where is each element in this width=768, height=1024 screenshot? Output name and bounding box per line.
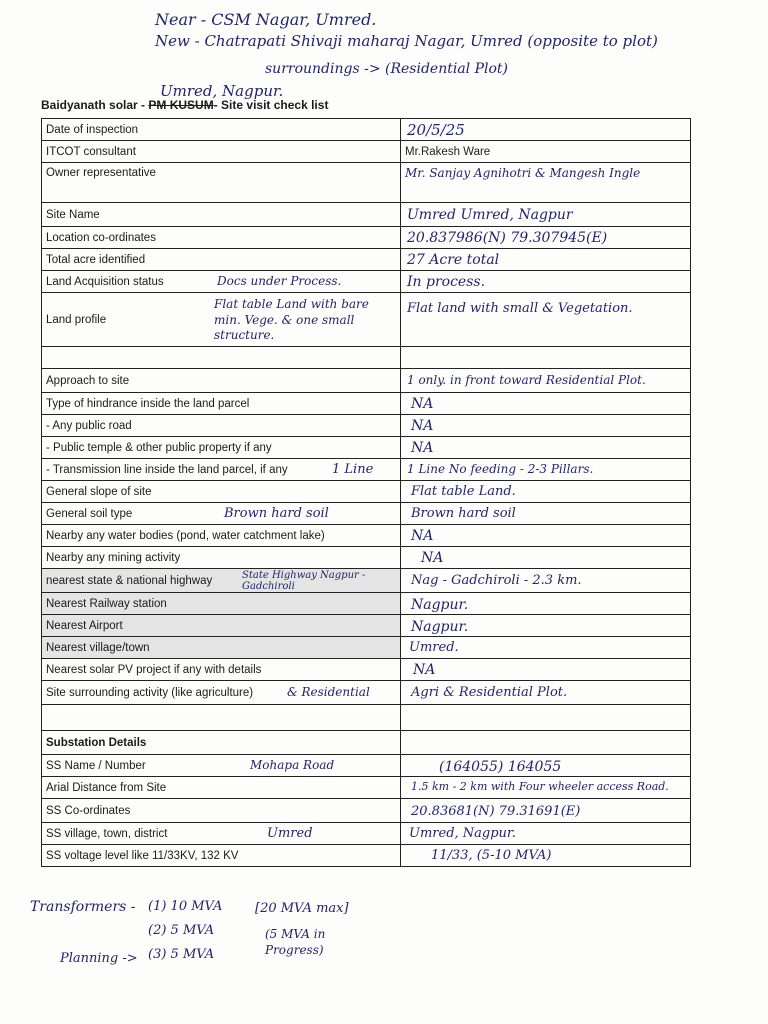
row-value: Umred.	[409, 640, 459, 655]
row-label: SS Name / Number	[46, 759, 146, 772]
table-row	[42, 415, 691, 437]
top-note-1: Near - CSM Nagar, Umred.	[155, 10, 377, 29]
row-label: Nearest solar PV project if any with details	[46, 663, 262, 676]
table-row	[42, 293, 691, 347]
row-label: Nearest Airport	[46, 619, 123, 632]
table-row	[42, 459, 691, 481]
row-value: Umred Umred, Nagpur	[407, 207, 573, 223]
transformer-2: (2) 5 MVA	[148, 923, 215, 938]
row-value: 11/33, (5-10 MVA)	[431, 848, 552, 863]
table-row	[42, 271, 691, 293]
row-value: Flat table Land.	[411, 484, 516, 499]
table-row	[42, 227, 691, 249]
title-prefix: Baidyanath solar -	[41, 98, 149, 112]
row-label: Total acre identified	[46, 253, 146, 266]
row-note: State Highway Nagpur - Gadchiroli	[242, 570, 366, 592]
row-value: 20.837986(N) 79.307945(E)	[407, 230, 608, 246]
row-value: NA	[411, 440, 434, 456]
row-value: NA	[411, 528, 434, 544]
row-value: Nag - Gadchiroli - 2.3 km.	[411, 573, 582, 588]
row-value: In process.	[407, 274, 486, 290]
table-row	[42, 593, 691, 615]
table-row	[42, 845, 691, 867]
table-row	[42, 119, 691, 141]
row-note: 1 Line	[332, 462, 374, 477]
row-value: 27 Acre total	[407, 252, 500, 268]
section-heading: Substation Details	[46, 736, 147, 749]
row-value: 1.5 km - 2 km with Four wheeler access Road.	[411, 780, 669, 793]
row-value: Mr.Rakesh Ware	[405, 145, 491, 158]
transformers-label: Transformers -	[30, 899, 136, 915]
transformer-3: (3) 5 MVA	[148, 947, 215, 962]
row-note: Docs under Process.	[217, 274, 342, 288]
row-label: Land profile	[46, 313, 107, 326]
page-title	[41, 98, 328, 112]
row-value: Brown hard soil	[411, 506, 516, 521]
transformer-1-note: [20 MVA max]	[255, 901, 349, 916]
transformer-2-note: (5 MVA in Progress)	[265, 927, 326, 958]
row-label: Date of inspection	[46, 123, 139, 136]
row-label: Land Acquisition status	[46, 275, 164, 288]
row-note: Flat table Land with bare min. Vege. & one small structure.	[214, 297, 369, 343]
row-label: SS voltage level like 11/33KV, 132 KV	[46, 849, 239, 862]
table-row	[42, 347, 691, 369]
row-value: Mr. Sanjay Agnihotri & Mangesh Ingle	[405, 166, 641, 180]
top-note-3: surroundings -> (Residential Plot)	[265, 61, 509, 77]
table-row	[42, 163, 691, 203]
row-label: Site surrounding activity (like agriculture)	[46, 686, 254, 699]
row-label: SS Co-ordinates	[46, 804, 131, 817]
row-label: Site Name	[46, 208, 100, 221]
row-label: - Any public road	[46, 419, 132, 432]
row-value: 1 only. in front toward Residential Plot.	[407, 373, 646, 387]
table-row	[42, 203, 691, 227]
top-note-4: Umred, Nagpur.	[160, 82, 284, 100]
row-value: NA	[411, 396, 434, 412]
table-row	[42, 659, 691, 681]
row-value: 20/5/25	[407, 121, 465, 139]
row-note: Brown hard soil	[224, 506, 329, 521]
row-value: 1 Line No feeding - 2-3 Pillars.	[407, 462, 594, 476]
row-value: (164055) 164055	[439, 759, 562, 775]
table-row	[42, 437, 691, 459]
table-row	[42, 503, 691, 525]
table-row	[42, 249, 691, 271]
table-row	[42, 799, 691, 823]
table-row	[42, 681, 691, 705]
row-label: - Transmission line inside the land parcel, if any	[46, 463, 288, 476]
title-suffix: - Site visit check list	[213, 98, 329, 112]
row-note: Umred	[267, 826, 313, 841]
row-value: NA	[411, 418, 434, 434]
row-label: General soil type	[46, 507, 133, 520]
row-note: & Residential	[287, 685, 370, 699]
row-value: 20.83681(N) 79.31691(E)	[411, 804, 581, 819]
table-row	[42, 481, 691, 503]
table-row	[42, 637, 691, 659]
row-value: Nagpur.	[411, 619, 469, 635]
row-label: General slope of site	[46, 485, 152, 498]
row-value: NA	[413, 662, 436, 678]
transformer-1: (1) 10 MVA	[148, 899, 223, 914]
table-row	[42, 141, 691, 163]
row-label: Nearest Railway station	[46, 597, 167, 610]
row-label: Owner representative	[46, 167, 156, 179]
row-label: Location co-ordinates	[46, 231, 156, 244]
row-label: Type of hindrance inside the land parcel	[46, 397, 250, 410]
table-row	[42, 777, 691, 799]
row-label: Nearby any water bodies (pond, water catchment lake)	[46, 529, 325, 542]
title-struck: PM KUSUM	[148, 98, 214, 112]
row-label: - Public temple & other public property if any	[46, 441, 272, 454]
planning-label: Planning ->	[60, 951, 138, 966]
row-label: Nearest village/town	[46, 641, 150, 654]
row-value: NA	[421, 550, 444, 566]
row-note: Mohapa Road	[250, 758, 335, 772]
top-note-2: New - Chatrapati Shivaji maharaj Nagar, Umred (opposite to plot)	[155, 32, 658, 50]
table-row	[42, 823, 691, 845]
row-label: nearest state & national highway	[46, 574, 213, 587]
row-label: SS village, town, district	[46, 827, 168, 840]
table-row	[42, 755, 691, 777]
row-value: Flat land with small & Vegetation.	[407, 301, 633, 316]
table-row	[42, 369, 691, 393]
table-row	[42, 731, 691, 755]
row-value: Umred, Nagpur.	[409, 826, 516, 841]
row-value: Agri & Residential Plot.	[411, 685, 568, 700]
row-value: Nagpur.	[411, 597, 469, 613]
table-row	[42, 393, 691, 415]
table-row	[42, 705, 691, 731]
table-row	[42, 615, 691, 637]
row-label: Arial Distance from Site	[46, 781, 167, 794]
row-label: Nearby any mining activity	[46, 551, 181, 564]
table-row	[42, 569, 691, 593]
checklist-table	[41, 118, 691, 867]
table-row	[42, 525, 691, 547]
row-label: Approach to site	[46, 374, 130, 387]
row-label: ITCOT consultant	[46, 145, 136, 158]
table-row	[42, 547, 691, 569]
